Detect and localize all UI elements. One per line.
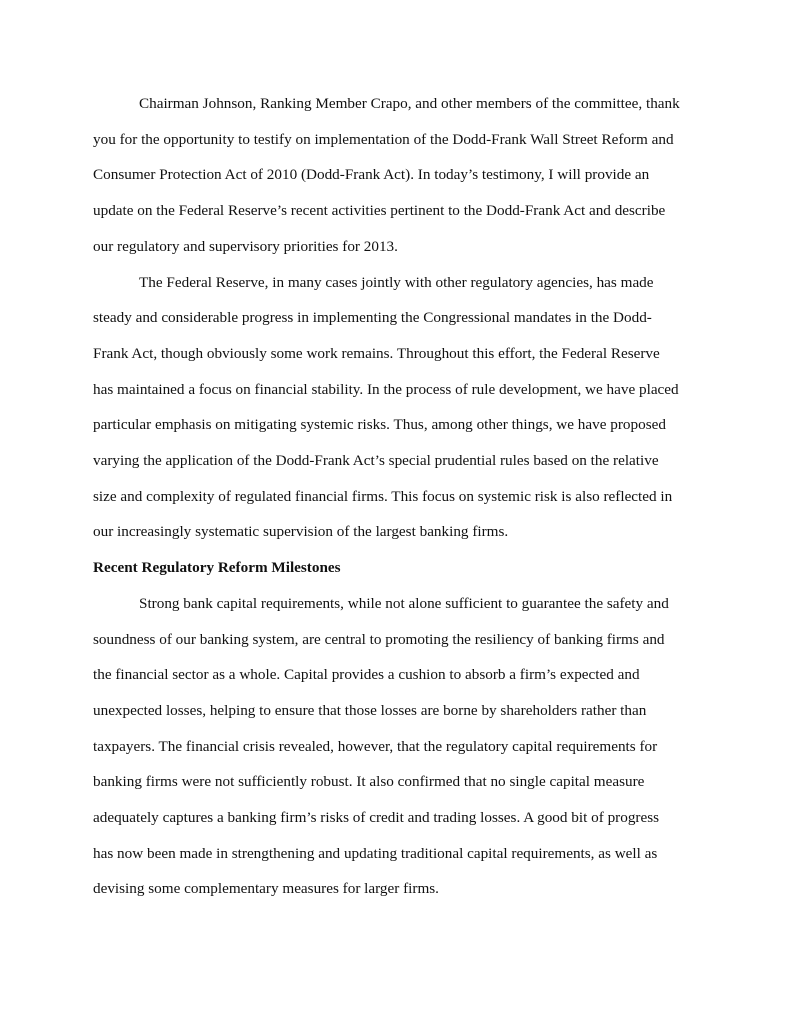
text-line: The Federal Reserve, in many cases jointly with other regulatory agencies, has made: [139, 273, 654, 291]
text-line: has now been made in strengthening and updating traditional capital requirements, as well as: [93, 844, 658, 862]
text-line: you for the opportunity to testify on implementation of the Dodd-Frank Wall Street Reform and: [93, 130, 674, 148]
paragraph-capital: [93, 586, 703, 907]
text-line: update on the Federal Reserve’s recent activities pertinent to the Dodd-Frank Act and describe: [93, 202, 666, 220]
text-line: steady and considerable progress in implementing the Congressional mandates in the Dodd-: [93, 309, 652, 327]
text-line: devising some complementary measures for larger firms.: [93, 880, 439, 898]
text-line: has maintained a focus on financial stability. In the process of rule development, we have placed: [93, 380, 679, 398]
text-line: soundness of our banking system, are central to promoting the resiliency of banking firms and: [93, 630, 665, 648]
text-line: our increasingly systematic supervision of the largest banking firms.: [93, 523, 509, 541]
text-line: Consumer Protection Act of 2010 (Dodd-Frank Act). In today’s testimony, I will provide an: [93, 166, 650, 184]
text-line: Frank Act, though obviously some work remains. Throughout this effort, the Federal Reserve: [93, 344, 660, 362]
text-line: unexpected losses, helping to ensure that those losses are borne by shareholders rather than: [93, 701, 647, 719]
text-line: particular emphasis on mitigating systemic risks. Thus, among other things, we have proposed: [93, 416, 666, 434]
text-line: the financial sector as a whole. Capital provides a cushion to absorb a firm’s expected and: [93, 666, 640, 684]
section-heading: Recent Regulatory Reform Milestones: [93, 559, 341, 577]
paragraph-progress: [93, 265, 703, 551]
paragraph-opening: [93, 86, 703, 265]
text-line: banking firms were not sufficiently robust. It also confirmed that no single capital measure: [93, 773, 645, 791]
document-body: [93, 86, 703, 907]
text-line: adequately captures a banking firm’s risks of credit and trading losses. A good bit of progress: [93, 809, 660, 827]
text-line: our regulatory and supervisory priorities for 2013.: [93, 237, 398, 255]
text-line: taxpayers. The financial crisis revealed, however, that the regulatory capital requirements for: [93, 737, 658, 755]
text-line: size and complexity of regulated financial firms. This focus on systemic risk is also reflected in: [93, 487, 673, 505]
text-line: Strong bank capital requirements, while not alone sufficient to guarantee the safety and: [139, 594, 669, 612]
text-line: varying the application of the Dodd-Frank Act’s special prudential rules based on the relative: [93, 452, 659, 470]
text-line: Chairman Johnson, Ranking Member Crapo, and other members of the committee, thank: [139, 95, 680, 112]
